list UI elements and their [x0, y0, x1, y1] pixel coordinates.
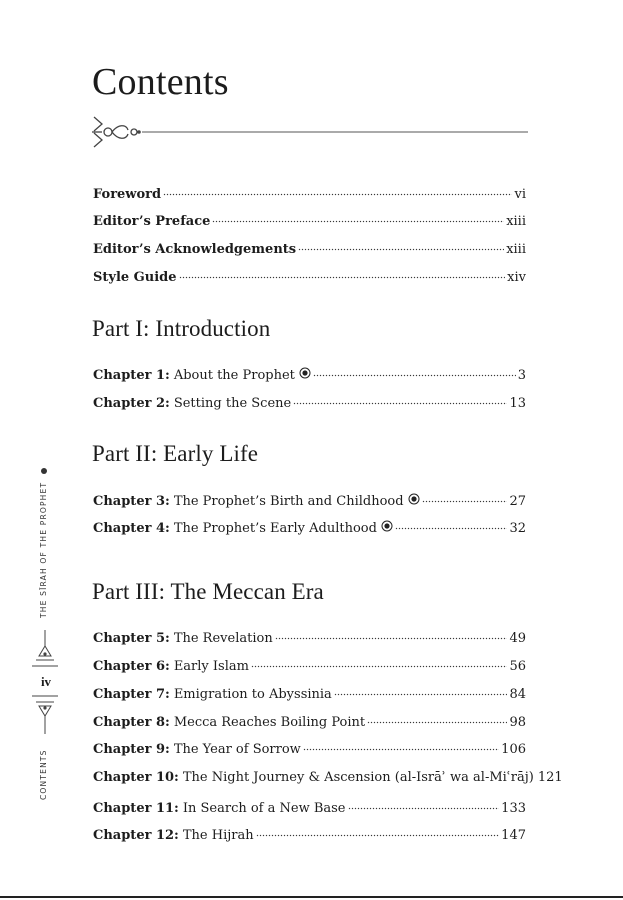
side-ornament-bottom	[30, 694, 60, 734]
leader-dots	[179, 265, 506, 281]
part-heading: Part II: Early Life	[92, 441, 259, 466]
toc-entry-chapter-6[interactable]: Chapter 6: Early Islam 56	[93, 654, 526, 675]
leader-dots	[293, 391, 507, 407]
toc-entry-chapter-2[interactable]: Chapter 2: Setting the Scene 13	[93, 391, 526, 412]
honorific-icon	[41, 468, 47, 474]
toc-entry-chapter-5[interactable]: Chapter 5: The Revelation 49	[93, 626, 526, 647]
toc-entry-chapter-11[interactable]: Chapter 11: In Search of a New Base 133	[93, 796, 526, 817]
title-ornament-divider	[88, 114, 530, 150]
leader-dots	[256, 823, 500, 839]
toc-entry-editors-acknowledgements[interactable]: Editor’s Acknowledgements xiii	[93, 237, 526, 258]
toc-entry-style-guide[interactable]: Style Guide xiv	[93, 265, 526, 286]
honorific-icon	[408, 493, 420, 505]
toc-entry-chapter-4[interactable]: Chapter 4: The Prophet’s Early Adulthood 32	[93, 516, 526, 537]
toc-entry-chapter-1[interactable]: Chapter 1: About the Prophet 3	[93, 363, 526, 384]
honorific-icon	[299, 367, 311, 379]
leader-dots	[348, 796, 500, 812]
leader-dots	[313, 363, 516, 379]
side-ornament-top	[30, 630, 60, 668]
leader-dots	[303, 737, 499, 753]
leader-dots	[163, 182, 512, 198]
toc-entry-foreword[interactable]: Foreword vi	[93, 182, 526, 203]
part-heading: Part III: The Meccan Era	[92, 579, 324, 604]
leader-dots	[334, 682, 508, 698]
leader-dots	[298, 237, 504, 253]
page-number: iv	[40, 674, 52, 689]
toc-entry-chapter-10[interactable]: Chapter 10: The Night Journey & Ascension (al-Isrāʾ wa al-Miʿrāj) 121	[93, 770, 563, 785]
running-header-section: CONTENTS	[39, 749, 48, 800]
running-header-book-title: THE SĪRAH OF THE PROPHET	[39, 468, 48, 618]
honorific-icon	[381, 520, 393, 532]
leader-dots	[212, 209, 504, 225]
bottom-rule	[0, 896, 623, 898]
toc-entry-chapter-3[interactable]: Chapter 3: The Prophet’s Birth and Childhood 27	[93, 489, 526, 510]
leader-dots	[422, 489, 508, 505]
toc-entry-chapter-7[interactable]: Chapter 7: Emigration to Abyssinia 84	[93, 682, 526, 703]
page-title: Contents	[92, 61, 229, 103]
toc-entry-editors-preface[interactable]: Editor’s Preface xiii	[93, 209, 526, 230]
toc-entry-chapter-12[interactable]: Chapter 12: The Hijrah 147	[93, 823, 526, 844]
leader-dots	[395, 516, 508, 532]
leader-dots	[251, 654, 508, 670]
toc-entry-chapter-8[interactable]: Chapter 8: Mecca Reaches Boiling Point 98	[93, 710, 526, 731]
leader-dots	[367, 710, 507, 726]
part-heading: Part I: Introduction	[92, 316, 271, 341]
toc-entry-chapter-9[interactable]: Chapter 9: The Year of Sorrow 106	[93, 737, 526, 758]
leader-dots	[275, 626, 508, 642]
